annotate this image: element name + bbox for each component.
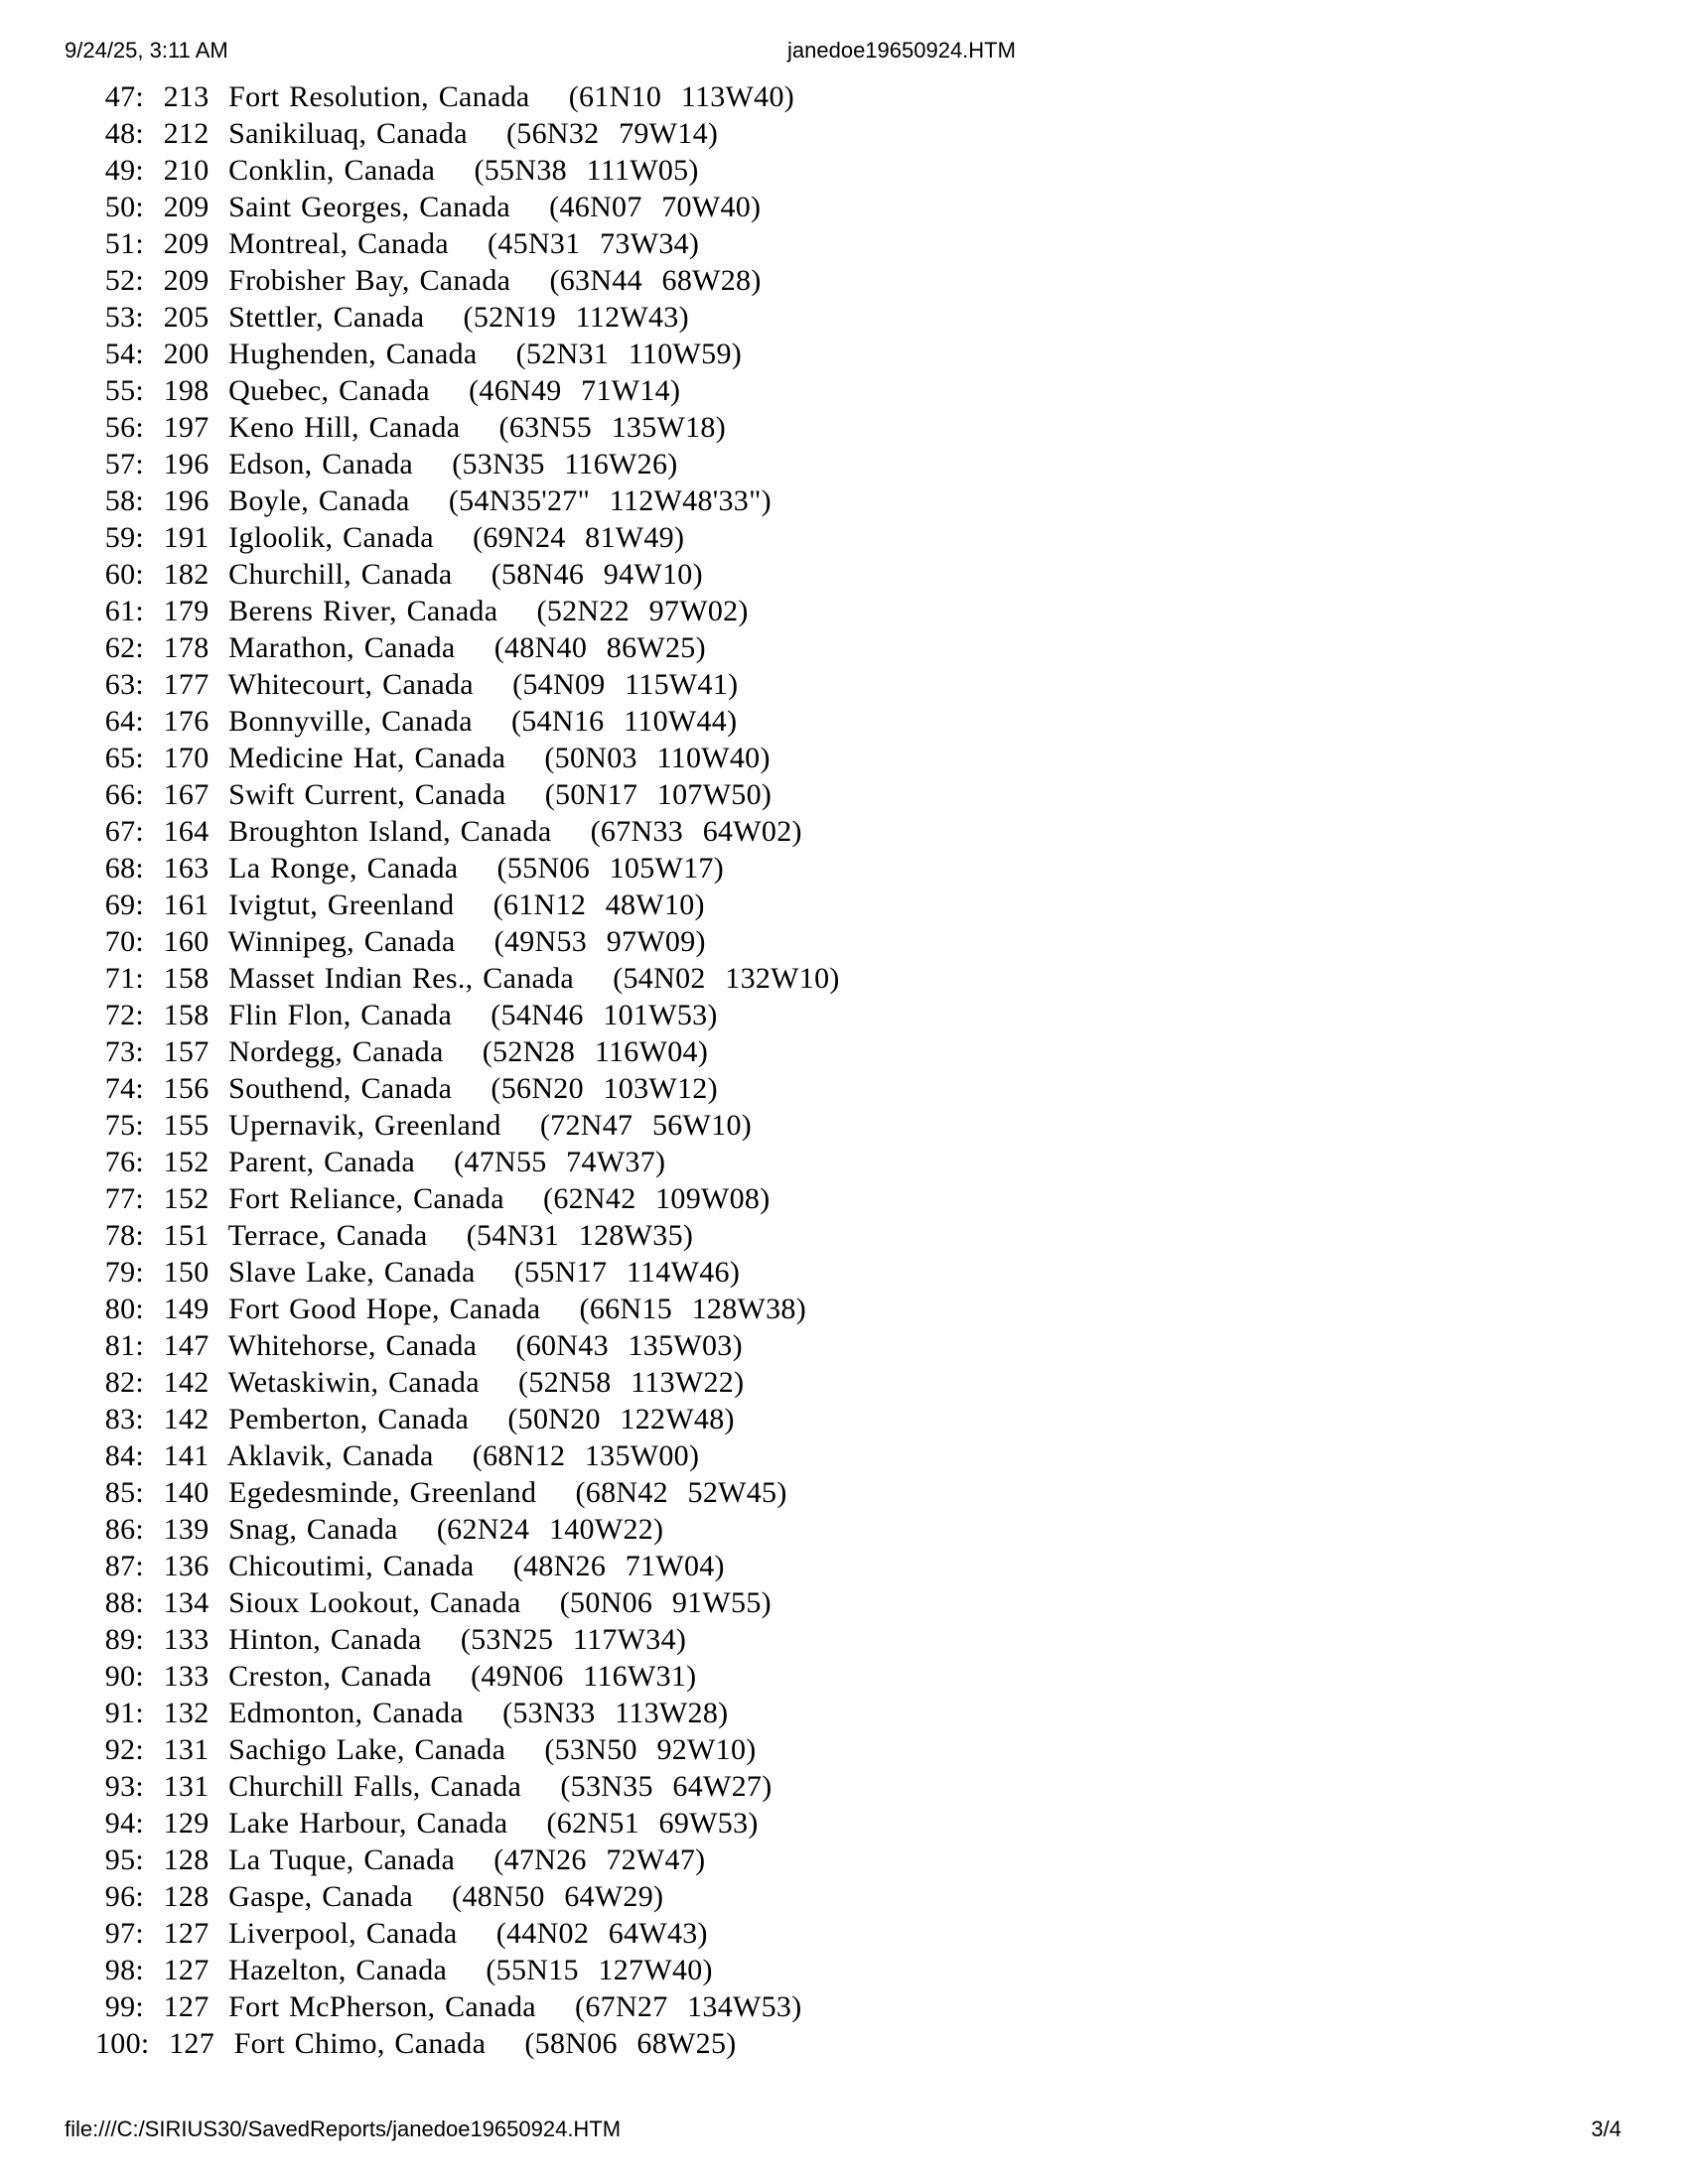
report-line: 80: 149 Fort Good Hope, Canada (66N15 128W38) — [95, 1293, 807, 1325]
report-line: 96: 128 Gaspe, Canada (48N50 64W29) — [95, 1880, 664, 1913]
report-line: 78: 151 Terrace, Canada (54N31 128W35) — [95, 1219, 694, 1252]
report-line: 79: 150 Slave Lake, Canada (55N17 114W46) — [95, 1256, 741, 1289]
report-list — [95, 78, 840, 2062]
print-header-document-title: janedoe19650924.HTM — [787, 38, 1016, 63]
report-line: 62: 178 Marathon, Canada (48N40 86W25) — [95, 631, 706, 664]
report-line: 76: 152 Parent, Canada (47N55 74W37) — [95, 1146, 666, 1178]
report-line: 64: 176 Bonnyville, Canada (54N16 110W44) — [95, 705, 738, 738]
print-footer-page-number: 3/4 — [1591, 2116, 1621, 2141]
report-line: 83: 142 Pemberton, Canada (50N20 122W48) — [95, 1403, 735, 1435]
report-line: 47: 213 Fort Resolution, Canada (61N10 113W40) — [95, 80, 795, 113]
report-line: 86: 139 Snag, Canada (62N24 140W22) — [95, 1513, 664, 1546]
print-footer-file-url: file:///C:/SIRIUS30/SavedReports/janedoe19650924.HTM — [65, 2116, 622, 2141]
report-line: 82: 142 Wetaskiwin, Canada (52N58 113W22) — [95, 1366, 745, 1399]
report-line: 81: 147 Whitehorse, Canada (60N43 135W03) — [95, 1329, 743, 1362]
report-line: 88: 134 Sioux Lookout, Canada (50N06 91W55) — [95, 1586, 772, 1619]
report-line: 69: 161 Ivigtut, Greenland (61N12 48W10) — [95, 888, 705, 921]
report-line: 72: 158 Flin Flon, Canada (54N46 101W53) — [95, 999, 718, 1031]
report-line: 68: 163 La Ronge, Canada (55N06 105W17) — [95, 852, 725, 885]
report-line: 65: 170 Medicine Hat, Canada (50N03 110W40) — [95, 742, 771, 774]
report-line: 71: 158 Masset Indian Res., Canada (54N02 132W10) — [95, 962, 840, 995]
report-line: 50: 209 Saint Georges, Canada (46N07 70W40) — [95, 191, 762, 223]
report-line: 98: 127 Hazelton, Canada (55N15 127W40) — [95, 1954, 713, 1986]
report-line: 90: 133 Creston, Canada (49N06 116W31) — [95, 1660, 697, 1693]
report-line: 48: 212 Sanikiluaq, Canada (56N32 79W14) — [95, 117, 719, 150]
report-line: 100: 127 Fort Chimo, Canada (58N06 68W25) — [95, 2027, 737, 2060]
report-line: 57: 196 Edson, Canada (53N35 116W26) — [95, 448, 678, 480]
report-line: 93: 131 Churchill Falls, Canada (53N35 64W27) — [95, 1770, 773, 1803]
report-line: 99: 127 Fort McPherson, Canada (67N27 134W53) — [95, 1990, 802, 2023]
report-line: 58: 196 Boyle, Canada (54N35'27" 112W48'33") — [95, 484, 772, 517]
report-line: 63: 177 Whitecourt, Canada (54N09 115W41) — [95, 668, 739, 701]
report-line: 61: 179 Berens River, Canada (52N22 97W02) — [95, 595, 749, 627]
report-line: 66: 167 Swift Current, Canada (50N17 107W50) — [95, 778, 773, 811]
report-line: 95: 128 La Tuque, Canada (47N26 72W47) — [95, 1843, 706, 1876]
report-line: 87: 136 Chicoutimi, Canada (48N26 71W04) — [95, 1550, 725, 1582]
report-line: 85: 140 Egedesminde, Greenland (68N42 52W45) — [95, 1476, 787, 1509]
report-line: 75: 155 Upernavik, Greenland (72N47 56W10) — [95, 1109, 753, 1142]
report-line: 89: 133 Hinton, Canada (53N25 117W34) — [95, 1623, 687, 1656]
report-line: 70: 160 Winnipeg, Canada (49N53 97W09) — [95, 925, 706, 958]
report-line: 53: 205 Stettler, Canada (52N19 112W43) — [95, 301, 689, 334]
report-line: 60: 182 Churchill, Canada (58N46 94W10) — [95, 558, 703, 591]
report-line: 54: 200 Hughenden, Canada (52N31 110W59) — [95, 338, 743, 370]
report-line: 77: 152 Fort Reliance, Canada (62N42 109W08) — [95, 1182, 771, 1215]
report-line: 92: 131 Sachigo Lake, Canada (53N50 92W10) — [95, 1733, 757, 1766]
report-line: 49: 210 Conklin, Canada (55N38 111W05) — [95, 154, 699, 187]
report-line: 59: 191 Igloolik, Canada (69N24 81W49) — [95, 521, 685, 554]
print-header-date: 9/24/25, 3:11 AM — [65, 38, 228, 63]
report-line: 73: 157 Nordegg, Canada (52N28 116W04) — [95, 1035, 709, 1068]
report-line: 52: 209 Frobisher Bay, Canada (63N44 68W28) — [95, 264, 762, 297]
report-line: 51: 209 Montreal, Canada (45N31 73W34) — [95, 227, 700, 260]
report-line: 67: 164 Broughton Island, Canada (67N33 64W02) — [95, 815, 802, 848]
report-line: 97: 127 Liverpool, Canada (44N02 64W43) — [95, 1917, 708, 1950]
report-line: 91: 132 Edmonton, Canada (53N33 113W28) — [95, 1697, 729, 1729]
report-line: 74: 156 Southend, Canada (56N20 103W12) — [95, 1072, 718, 1105]
report-line: 94: 129 Lake Harbour, Canada (62N51 69W53) — [95, 1807, 759, 1840]
report-line: 56: 197 Keno Hill, Canada (63N55 135W18) — [95, 411, 727, 444]
report-line: 55: 198 Quebec, Canada (46N49 71W14) — [95, 374, 681, 407]
report-line: 84: 141 Aklavik, Canada (68N12 135W00) — [95, 1439, 700, 1472]
